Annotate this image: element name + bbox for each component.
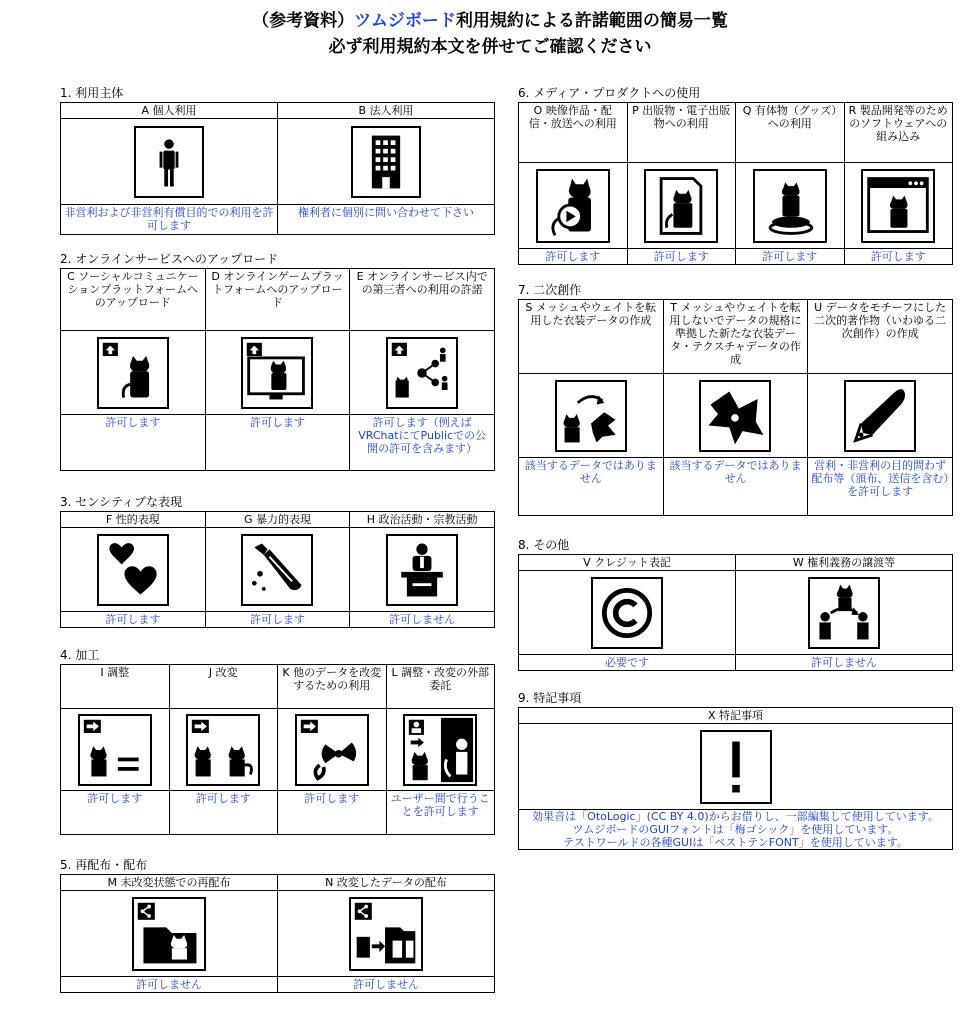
item-permission: 許可します <box>844 249 953 265</box>
item-permission: 該当するデータではありません <box>663 458 808 516</box>
item-header: C ソーシャルコミュニケーションプラットフォームへのアップロード <box>61 269 206 331</box>
item-header: N 改変したデータの配布 <box>278 875 495 891</box>
item-permission: 許可します <box>169 791 278 835</box>
item-header: P 出版物・電子出版物への利用 <box>627 103 736 163</box>
section-heading: 9. 特記事項 <box>518 691 582 705</box>
item-header: H 政治活動・宗教活動 <box>350 512 495 528</box>
license-table <box>60 102 495 235</box>
item-header: B 法人利用 <box>278 103 495 119</box>
folder-share-icon <box>132 897 206 971</box>
section-special-notes <box>518 691 953 850</box>
item-header: Q 有体物（グッズ）への利用 <box>736 103 845 163</box>
section-heading: 2. オンラインサービスへのアップロード <box>60 252 279 266</box>
ribbon-icon <box>295 714 369 786</box>
adjust-icon <box>78 714 152 786</box>
copyright-icon <box>591 577 663 649</box>
outsource-icon <box>403 714 477 786</box>
section-heading: 6. メディア・プロダクトへの使用 <box>518 86 701 100</box>
item-permission: 許可します <box>61 791 170 835</box>
item-header: U データをモチーフにした二次的著作物（いわゆる二次創作）の作成 <box>808 300 953 374</box>
item-permission: 許可します <box>627 249 736 265</box>
item-permission: 許可します <box>61 415 206 471</box>
item-header: F 性的表現 <box>61 512 206 528</box>
section-usage-subject <box>60 86 495 235</box>
person-icon <box>134 126 204 198</box>
item-permission: 許可しません <box>350 612 495 628</box>
notes-header: X 特記事項 <box>519 708 953 724</box>
item-permission: 許可します <box>205 612 350 628</box>
item-header: T メッシュやウェイトを転用しないでデータの規格に準拠した新たな衣装データ・テクスチャデータの作成 <box>663 300 808 374</box>
podium-icon <box>386 534 458 606</box>
title-suffix: 利用規約による許諾範囲の簡易一覧 <box>455 11 728 31</box>
note-line: テストワールドの各種GUIは「ベストテンFONT」を使用しています。 <box>563 836 908 849</box>
item-permission: 許可します <box>519 249 628 265</box>
section-media-products <box>518 86 953 265</box>
item-header: A 個人利用 <box>61 103 278 119</box>
item-permission: ユーザー間で行うことを許可します <box>386 791 495 835</box>
item-permission: 許可します <box>736 249 845 265</box>
license-table <box>518 102 953 265</box>
item-permission: 許可しません <box>278 977 495 993</box>
item-header: J 改変 <box>169 665 278 709</box>
section-heading: 7. 二次創作 <box>518 283 582 297</box>
item-permission: 権利者に個別に問い合わせて下さい <box>278 205 495 235</box>
item-permission: 許可します <box>61 612 206 628</box>
item-header: D オンラインゲームプラットフォームへのアップロード <box>205 269 350 331</box>
section-heading: 5. 再配布・配布 <box>60 858 148 872</box>
license-table <box>60 664 495 835</box>
title-accent: ツムジボード <box>354 11 456 31</box>
building-icon <box>351 126 421 198</box>
item-header: V クレジット表記 <box>519 555 736 571</box>
upload-monitor-cat-icon <box>241 337 313 409</box>
share-network-icon <box>386 337 458 409</box>
knife-icon <box>241 534 313 606</box>
hearts-icon <box>97 534 169 606</box>
section-heading: 1. 利用主体 <box>60 86 124 100</box>
item-header: O 映像作品・配信・放送への利用 <box>519 103 628 163</box>
license-table <box>518 299 953 516</box>
title-line-2: 必ず利用規約本文を併せてご確認ください <box>328 37 652 57</box>
upload-cat-icon <box>97 337 169 409</box>
item-permission: 非営利および非営利有償目的での利用を許可します <box>61 205 278 235</box>
title-line-1 <box>0 8 980 34</box>
item-header: G 暴力的表現 <box>205 512 350 528</box>
item-header: R 製品開発等のためのソフトウェアへの組み込み <box>844 103 953 163</box>
section-online-upload <box>60 252 495 471</box>
publication-icon <box>644 169 718 243</box>
item-permission: 許可します <box>278 791 387 835</box>
item-header: K 他のデータを改変するための利用 <box>278 665 387 709</box>
note-line: 効果音は「OtoLogic」(CC BY 4.0)からお借りし、一部編集して使用しています。 <box>532 810 939 823</box>
goods-icon <box>753 169 827 243</box>
software-icon <box>861 169 935 243</box>
section-processing <box>60 648 495 835</box>
pen-icon <box>844 380 916 452</box>
transfer-icon <box>808 577 880 649</box>
license-table <box>518 554 953 671</box>
notes-body <box>519 810 953 850</box>
license-table <box>60 511 495 628</box>
modified-share-icon <box>349 897 423 971</box>
section-heading: 3. センシティブな表現 <box>60 495 183 509</box>
document-title <box>0 8 980 60</box>
item-permission: 必要です <box>519 655 736 671</box>
item-permission: 営利・非営利の目的問わず配布等（頒布、送信を含む）を許可します <box>808 458 953 516</box>
item-permission: 許可します（例えばVRChatにてPublicでの公開の許可を含みます） <box>350 415 495 471</box>
item-header: M 未改変状態での再配布 <box>61 875 278 891</box>
license-table <box>60 874 495 993</box>
license-table <box>60 268 495 471</box>
item-permission: 許可しません <box>736 655 953 671</box>
item-permission: 許可します <box>205 415 350 471</box>
title-prefix: （参考資料） <box>252 11 355 31</box>
section-heading: 8. その他 <box>518 538 570 552</box>
notes-table <box>518 707 953 850</box>
item-header: W 権利義務の譲渡等 <box>736 555 953 571</box>
item-header: I 調整 <box>61 665 170 709</box>
costume-icon <box>699 380 771 452</box>
item-permission: 該当するデータではありません <box>519 458 664 516</box>
exclamation-icon <box>700 730 772 804</box>
item-header: S メッシュやウェイトを転用した衣装データの作成 <box>519 300 664 374</box>
convert-icon <box>555 380 627 452</box>
section-other <box>518 538 953 671</box>
section-derivative-works <box>518 283 953 516</box>
section-sensitive-expression <box>60 495 495 628</box>
modify-icon <box>186 714 260 786</box>
section-heading: 4. 加工 <box>60 648 100 662</box>
section-redistribution <box>60 858 495 993</box>
item-header: L 調整・改変の外部委託 <box>386 665 495 709</box>
item-header: E オンラインサービス内での第三者への利用の許諾 <box>350 269 495 331</box>
video-icon <box>536 169 610 243</box>
item-permission: 許可しません <box>61 977 278 993</box>
note-line: ツムジボードのGUIフォントは「梅ゴシック」を使用しています。 <box>572 823 899 836</box>
